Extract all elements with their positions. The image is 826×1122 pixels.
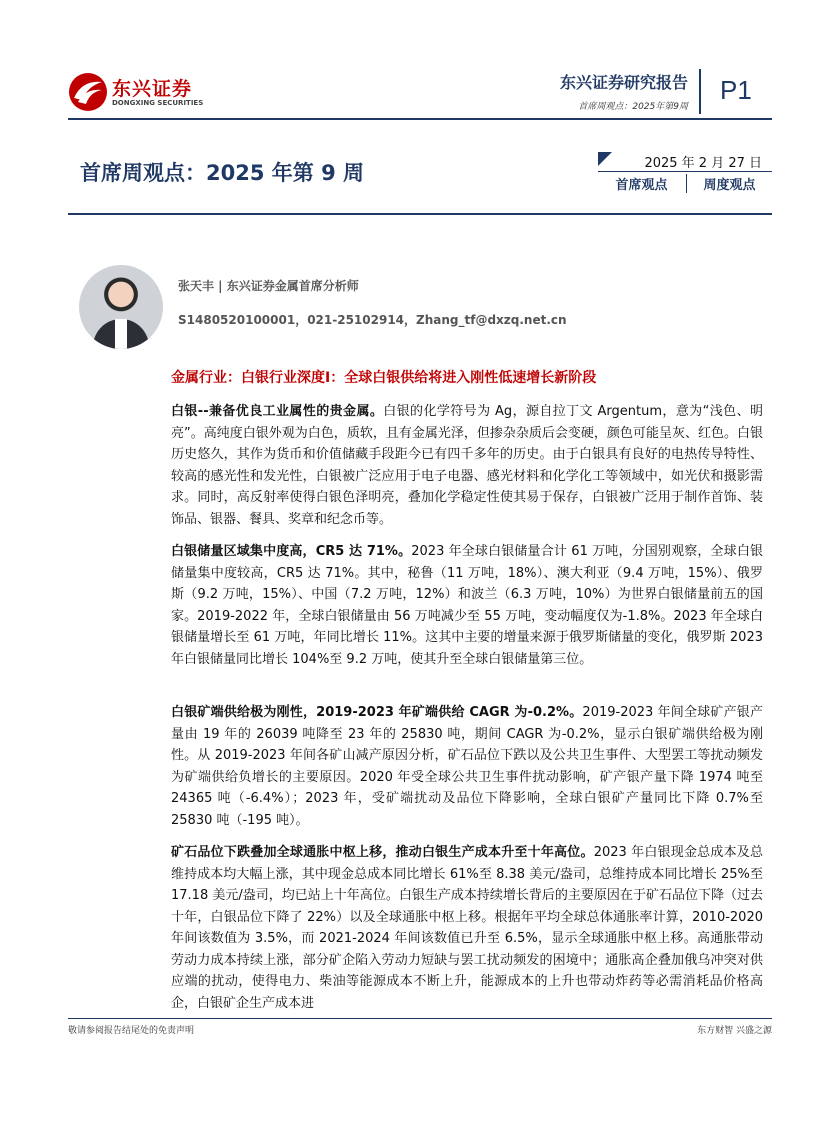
company-logo: [68, 72, 208, 116]
paragraph-body: 白银的化学符号为 Ag，源自拉丁文 Argentum，意为“浅色、明亮”。高纯度白银外观为白色，质软，且有金属光泽，但掺杂杂质后会变硬，颜色可能呈灰、红色。白银历史悠久，其作为货币和价值储藏手段距今已有四千多年的历史。由于白银具有良好的电热传导特性、较高的感光性和发光性，白银被广泛应用于电子电器、感光材料和化学化工等领域中，如光伏和摄影需求。同时，高反射率使得白银色泽明亮，叠加化学稳定性使其易于保存，白银被广泛用于制作首饰、装饰品、银器、餐具、奖章和纪念币等。: [171, 404, 763, 527]
paragraph: [171, 401, 763, 530]
paragraph: [171, 842, 763, 1014]
page-title: 首席周观点：2025 年第 9 周: [80, 161, 364, 185]
analyst-avatar: [79, 265, 163, 349]
paragraph-lead: 矿石品位下跌叠加全球通胀中枢上移，推动白银生产成本升至十年高位。: [171, 845, 594, 860]
paragraph-lead: 白银储量区域集中度高，CR5 达 71%。: [171, 544, 412, 559]
section-title: 金属行业：白银行业深度Ⅰ：全球白银供给将进入刚性低速增长新阶段: [171, 370, 597, 386]
paragraph: [171, 702, 763, 831]
paragraph-lead: 白银矿端供给极为刚性，2019-2023 年矿端供给 CAGR 为-0.2%。: [171, 705, 583, 720]
page-number: P1: [720, 75, 752, 105]
footer-slogan: 东方财智 兴盛之源: [697, 1026, 772, 1036]
logo-mark-icon: [68, 72, 108, 112]
tag-weekly-view: 周度观点: [686, 174, 772, 193]
paragraph-body: 2019-2023 年间全球矿产银产量由 19 年的 26039 吨降至 23 年的 25830 吨，期间 CAGR 为-0.2%，显示白银矿端供给极为刚性。从 2019-2023 年间各矿山减产原因分析，矿石品位下跌以及公共卫生事件、大型罢工等扰动频发为矿端供给负增长的主要原因。2020 年受全球公共卫生事件扰动影响，矿产银产量下降 1974 吨至 24365 吨（-6.4%）；2023 年，受矿端扰动及品位下降影响，全球白银矿产量同比下降 0.7%至 25830 吨（-195 吨）。: [171, 705, 763, 828]
paragraph-lead: 白银--兼备优良工业属性的贵金属。: [171, 404, 384, 419]
tag-chief-view: 首席观点: [615, 178, 668, 193]
report-date: 2025 年 2 月 27 日: [644, 156, 762, 171]
avatar-shirt: [115, 319, 127, 349]
analyst-contact: S1480520100001，021-25102914，Zhang_tf@dxzq.net.cn: [178, 313, 567, 327]
logo-english-text: DONGXING SECURITIES: [112, 99, 204, 107]
header-divider: [699, 69, 701, 114]
analyst-name: 张天丰 | 东兴证券金属首席分析师: [178, 279, 359, 293]
corner-triangle-icon: [598, 152, 612, 166]
report-subtitle: 首席周观点：2025年第9周: [578, 102, 688, 112]
paragraph-body: 2023 年白银现金总成本及总维持成本均大幅上涨，其中现金总成本同比增长 61%至 8.38 美元/盎司，总维持成本同比增长 25%至 17.18 美元/盎司，均已站上十年高位。白银生产成本持续增长背后的主要原因在于矿石品位下降（过去十年，白银品位下降了 22%）以及全球通胀中枢上移。根据年平均全球总体通胀率计算，2010-2020 年间该数值为 3.5%，而 2021-2024 年间该数值已升至 6.5%，显示全球通胀中枢上移。高通胀带动劳动力成本持续上涨，部分矿企陷入劳动力短缺与罢工扰动频发的困境中；通胀高企叠加俄乌冲突对供应端的扰动，使得电力、柴油等能源成本不断上升，能源成本的上升也带动炸药等必需消耗品价格高企，白银矿企生产成本进: [171, 845, 763, 1011]
title-rule: [68, 213, 772, 215]
disclaimer-note: 敬请参阅报告结尾处的免责声明: [68, 1026, 195, 1036]
paragraph: [171, 541, 763, 670]
paragraph-body: 2023 年全球白银储量合计 61 万吨，分国别观察，全球白银储量集中度较高，CR5 达 71%。其中，秘鲁（11 万吨，18%）、澳大利亚（9.4 万吨，15%）、俄罗斯（9.2 万吨，15%）、中国（7.2 万吨，12%）和波兰（6.3 万吨，10%）为世界白银储量前五的国家。2019-2022 年，全球白银储量由 56 万吨减少至 55 万吨，变动幅度仅为-1.8%。2023 年全球白银储量增长至 61 万吨，年同比增长 11%。这其中主要的增量来源于俄罗斯储量的变化，俄罗斯 2023 年白银储量同比增长 104%至 9.2 万吨，使其升至全球白银储量第三位。: [171, 544, 763, 667]
footer-rule: [68, 1018, 772, 1019]
logo-chinese-text: 东兴证券: [112, 78, 193, 100]
report-series-title: 东兴证券研究报告: [559, 73, 688, 92]
header-rule: [68, 118, 772, 120]
date-rule: [598, 171, 772, 172]
date-tag-box: [598, 152, 772, 192]
